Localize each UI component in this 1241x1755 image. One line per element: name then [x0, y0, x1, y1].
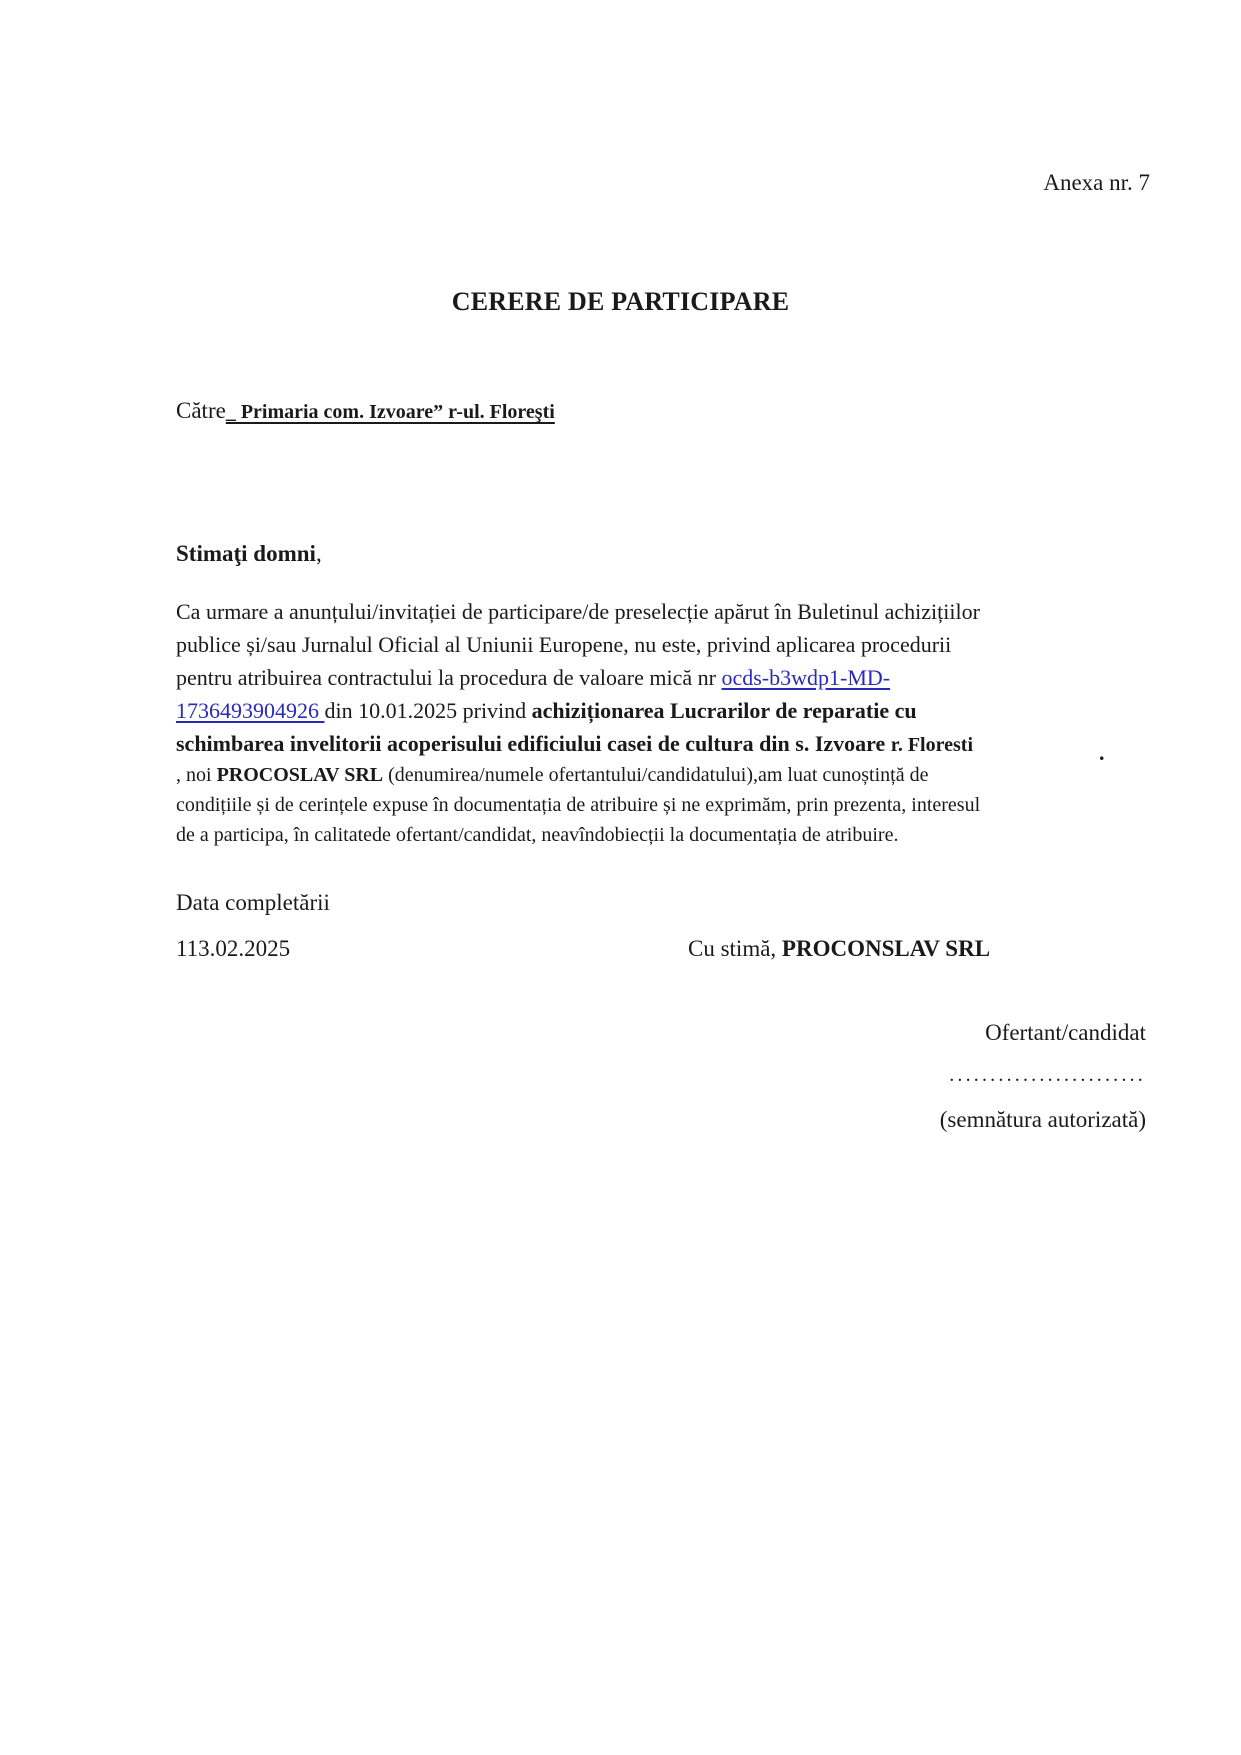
regards-prefix: Cu stimă,	[688, 936, 782, 961]
body-line-1: Ca urmare a anunțului/invitației de participare/de preselecție apărut în Buletinul achizițiilor	[176, 599, 980, 624]
date-value: 113.02.2025	[176, 936, 291, 961]
body-line-2: publice și/sau Jurnalul Oficial al Uniunii Europene, nu este, privind aplicarea procedurii	[176, 632, 952, 657]
bidder-label: Ofertant/candidat	[985, 1020, 1146, 1045]
body-paragraph	[176, 595, 1096, 850]
signature-line: ........................	[949, 1064, 1146, 1086]
regards-company: PROCONSLAV SRL	[781, 936, 991, 961]
greeting	[176, 541, 322, 567]
procurement-subject-continued: schimbarea invelitorii acoperisului edificiului casei de cultura din s. Izvoare	[176, 731, 891, 756]
closing-regards	[688, 936, 990, 962]
body-line-6-pre: , noi	[176, 764, 217, 786]
recipient-name: _ Primaria com. Izvoare” r-ul. Floreşti	[225, 401, 555, 423]
body-line-8: de a participa, în calitatede ofertant/candidat, neavîndobiecții la documentația de atribuire.	[176, 824, 899, 846]
body-line-3	[176, 661, 1096, 694]
procedure-link-continued[interactable]: 1736493904926	[176, 698, 325, 723]
body-line-6	[176, 760, 1096, 790]
procurement-subject: achiziționarea Lucrarilor de reparatie cu	[531, 698, 917, 723]
procurement-location: r. Floresti	[890, 734, 974, 756]
body-line-7: condițiile și de cerințele expuse în documentația de atribuire și ne exprimăm, prin prezenta, interesul	[176, 794, 981, 816]
recipient-line	[176, 398, 555, 424]
body-line-4-text: din 10.01.2025 privind	[324, 698, 532, 723]
date-label: Data completării	[176, 890, 330, 915]
procedure-link[interactable]: ocds-b3wdp1-MD-	[721, 665, 891, 690]
body-line-5	[176, 727, 1096, 760]
recipient-prefix: Către	[176, 398, 226, 423]
body-line-6-post: (denumirea/numele ofertantului/candidatului),am luat cunoștință de	[383, 764, 929, 786]
body-line-3-text: pentru atribuirea contractului la procedura de valoare mică nr	[176, 665, 722, 690]
document-title: CERERE DE PARTICIPARE	[451, 287, 790, 316]
greeting-punct: ,	[315, 541, 322, 566]
body-line-4	[176, 694, 1096, 727]
annex-number: Anexa nr. 7	[1043, 170, 1150, 195]
stray-dot: .	[1099, 740, 1105, 765]
greeting-text: Stimaţi domni	[176, 541, 316, 566]
signature-note: (semnătura autorizată)	[939, 1107, 1146, 1132]
company-name: PROCOSLAV SRL	[216, 764, 384, 786]
